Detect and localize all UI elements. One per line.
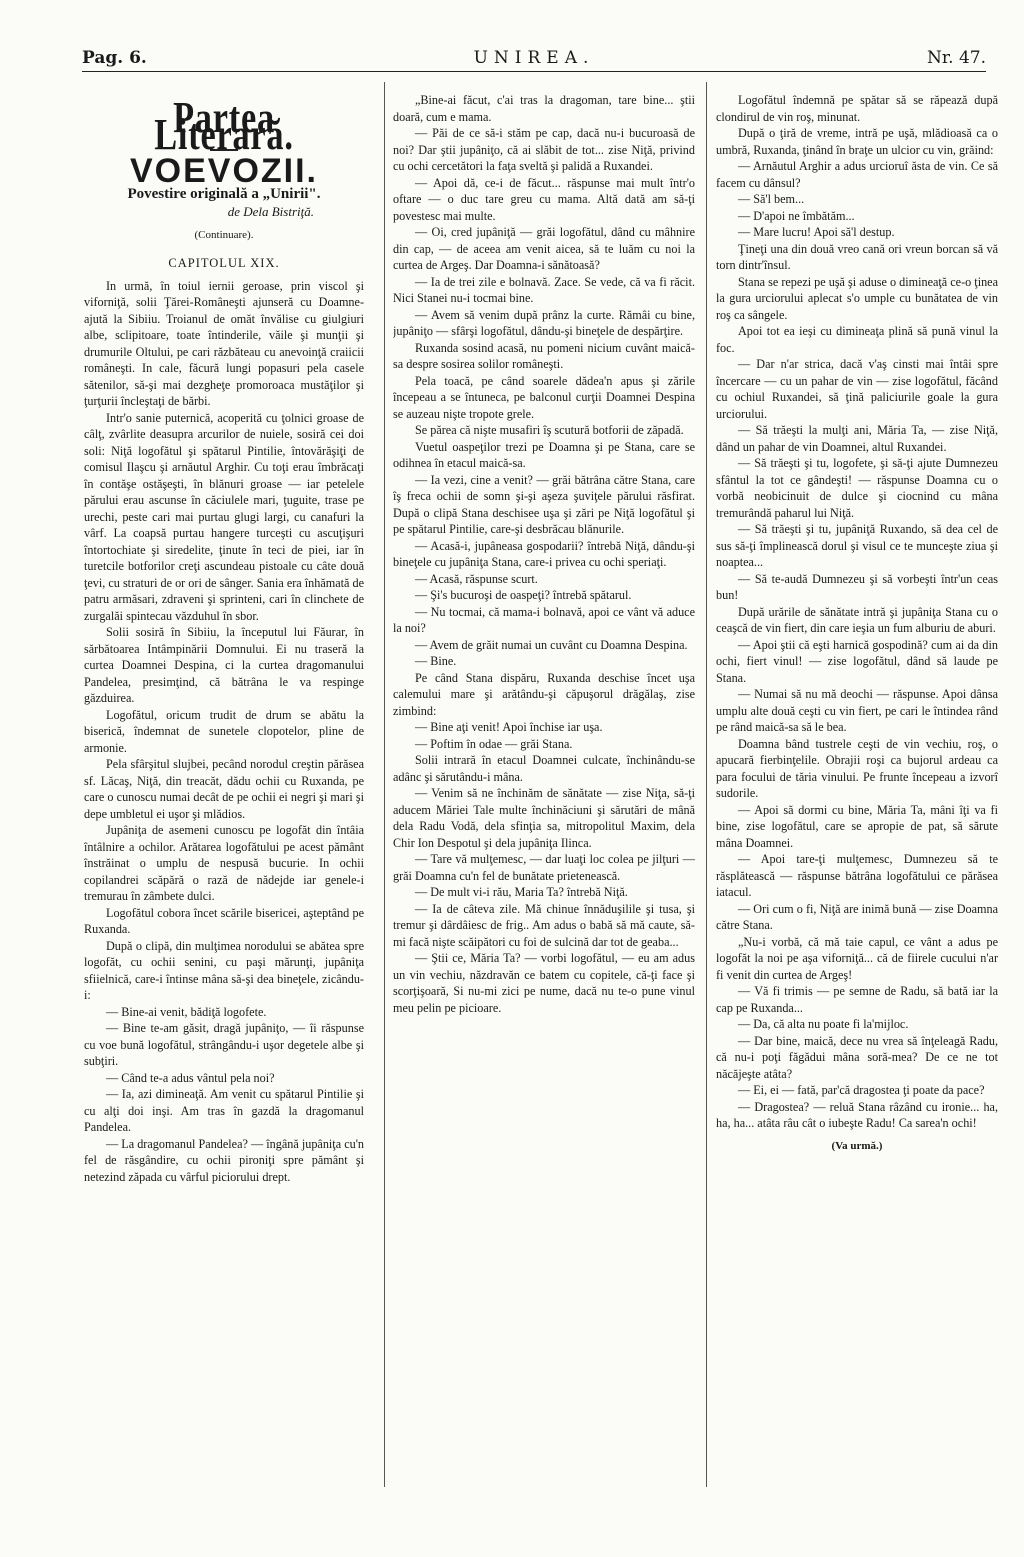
paragraph: Se părea că nişte musafiri îş scutură botforii de zăpadă. [415, 423, 684, 437]
paragraph: — Acasă-i, jupâneasa gospodarii? întrebă Niţă, dându-şi bineţele cu jupâniţa Stana, care-i privea cu ochi speriaţi. [393, 538, 695, 569]
story-author: de Dela Bistriţă. [227, 204, 314, 219]
paragraph: — Bine-ai venit, bădiţă logofete. [106, 1004, 267, 1019]
paragraph: — Bine aţi venit! Apoi închise iar uşa. [415, 720, 603, 734]
paragraph: — Avem să venim după prânz la curte. Rămâi cu bine, jupâniţo — sfârşi logofătul, dându-şi bineţele de despărţire. [393, 307, 695, 338]
paragraph: — Apoi dă, ce-i de făcut... răspunse mai mult într'o oftare — o duc tare greu cu mama. Altă dată am să-ţi povestesc mai multe. [393, 175, 695, 223]
paragraph: — Numai să nu mă deochi — răspunse. Apoi dânsa umplu alte două ceşti cu vin fiert, pe cari le întindea rând pe rând maică-sa să le bea. [716, 687, 998, 734]
paragraph: Logofătul îndemnă pe spătar să se răpează după clondirul de vin roş, minunat. [716, 93, 998, 124]
paragraph: — Ia, azi dimineaţă. Am venit cu spătarul Pintilie şi cu alţi doi inşi. Am tras în gazdă la dragomanul Pandelea. [84, 1087, 364, 1134]
paragraph: — Ori cum o fi, Niţă are inimă bună — zise Doamna către Stana. [716, 901, 998, 932]
paragraph: — Dragostea? — reluă Stana râzând cu ironie... ha, ha, ha... atâta râu cât o iubeşte Radu! Ca sarea'n ochi! [716, 1099, 998, 1130]
header-rule [82, 71, 986, 72]
paragraph: „Nu-i vorbă, că mă taie capul, ce vânt a adus pe logofăt la noi pe aşa viforniţă... că de fiirele cucului n'ar fi venit din curtea de Argeş! [716, 934, 998, 982]
paragraph: Pela toacă, pe când soarele dădea'n apus şi zările începeau a se întuneca, pe balconul curţii Doamnei Despina se auzeau nişte tropote grele. [393, 373, 695, 421]
column-1 [84, 92, 364, 1497]
page-number: Pag. 6. [82, 48, 147, 68]
continued-note: (Continuare). [194, 228, 254, 241]
paragraph: — Da, că alta nu poate fi la'mijloc. [738, 1017, 909, 1031]
paragraph: — Să te-audă Dumnezeu şi să vorbeşti într'un ceas bun! [716, 571, 998, 602]
paragraph: — Păi de ce să-i stăm pe cap, dacă nu-i bucuroasă de noi? Dar ştii jupâniţo, că ai slăbit de tot... zise Niţă, privind cu ochi cercetători la faţa sveltă şi palidă a Ruxandei. [393, 126, 695, 173]
paragraph: — Ei, ei — fată, par'că dragostea ţi poate da pace? [738, 1083, 985, 1097]
column-3-body [716, 92, 998, 1132]
paragraph: — Mare lucru! Apoi să'l destup. [738, 225, 895, 239]
section-heading: Partea Literară. [154, 93, 294, 159]
paragraph: — Venim să ne închinăm de sănătate — zise Niţa, să-ţi aducem Măriei Tale multe închinăciuni şi sărutări de mână dela Radu Vodă, dela sfinţia sa, mitropolitul Maxim, dela Chir Ion Despotul şi dela jupâniţa Ilinca. [393, 786, 695, 850]
paragraph: — Dar bine, maică, dece nu vrea să înţeleagă Radu, că nu-i poţi făgădui mâna soră-mea? De ce ne tot năcăjeşte atâta? [716, 1033, 998, 1081]
paragraph: Ţineţi una din două vreo cană ori vreun borcan să vă torn dintr'însul. [716, 241, 998, 272]
chapter-heading: CAPITOLUL XIX. [168, 256, 280, 270]
paragraph: — Tare vă mulţemesc, — dar luaţi loc colea pe jilţuri — grăi Doamna cu'n fel de bunătate prietenească. [393, 852, 695, 883]
paragraph: — Să trăeşti şi tu, logofete, şi să-ţi ajute Dumnezeu sfântul la tot ce gândeşti! — răspunse Doamna cu o vorbă neobicinuit de dulce şi ciocnind cu mâna tremurândă paharul lui Niţă. [716, 456, 998, 520]
paragraph: După o ţiră de vreme, intră pe uşă, mlădioasă ca o umbră, Ruxanda, ţinând în braţe un ulcior cu vin, grăind: [716, 126, 998, 157]
paragraph: — D'apoi ne îmbătăm... [738, 208, 855, 223]
paragraph: Vuetul oaspeţilor trezi pe Doamna şi pe Stana, care se odihnea în etacul maică-sa. [393, 439, 695, 470]
paragraph: — Ia de trei zile e bolnavă. Zace. Se vede, că va fi răcit. Nici Stanei nu-i tocmai bine. [393, 274, 695, 305]
column-2 [393, 92, 695, 1497]
paragraph: Pela sfârşitul slujbei, pecând norodul creştin părăsea sf. Lăcaş, Niţă, din treacăt, dădu ochii cu Ruxanda, pe care o cunoscu numai decât de pe ochii ei negri şi mari şi depe umbletul ei uşor şi mlădios. [84, 757, 364, 821]
paragraph: — Bine. [415, 654, 457, 668]
paragraph: — Apoi ştii că eşti harnică gospodină? cum ai da din ochi, fiert vinul! — zise logofătul, dând să laude pe Stana. [716, 637, 998, 685]
paragraph: — Vă fi trimis — pe semne de Radu, să bată iar la cap pe Ruxanda... [716, 984, 998, 1015]
paragraph: Stana se repezi pe uşă şi aduse o dimineaţă ce-o ţinea la gura urciorului aplecat s'o umple cu bunătatea de vin roş ca sângele. [716, 274, 998, 322]
paragraph: Jupâniţa de asemeni cunoscu pe logofăt din întâia întâlnire a ochilor. Arătarea logofătului pe acest pământ înstrăinat o umplu de nespusă bucurie. In ochii copilandrei scăpără o rază de nădejde iar genele-i tremurau în zâmbete dulci. [84, 823, 364, 903]
paragraph: Apoi tot ea ieşi cu dimineaţa plină să pună vinul la foc. [716, 324, 998, 355]
issue-number: Nr. 47. [927, 48, 986, 68]
paragraph: — Apoi tare-ţi mulţemesc, Dumnezeu să te răsplătească — răspunse bătrâna logofătului ce părăsea iatacul. [716, 852, 998, 899]
paragraph: — De mult vi-i rău, Maria Ta? întrebă Niţă. [415, 885, 628, 899]
paragraph: — Şi's bucuroşi de oaspeţi? întrebă spătarul. [415, 588, 632, 602]
paragraph: — Oi, cred jupâniţă — grăi logofătul, dând cu mâhnire din cap, — de aceea am venit aicea, să te luăm cu noi la curtea de Argeş. Dar Doamna-i sănătoasă? [393, 225, 695, 272]
newspaper-title: UNIREA. [473, 48, 595, 68]
paragraph: Logofătul cobora încet scările bisericei, aşteptând pe Ruxanda. [84, 905, 364, 936]
paragraph: — Arnăutul Arghir a adus urcioruî ăsta de vin. Ce să facem cu dânsul? [716, 159, 998, 190]
paragraph: După urările de sănătate intră şi jupâniţa Stana cu o ceaşcă de vin fiert, din care ieşia un fum alburiu de aburi. [716, 604, 998, 635]
paragraph: Pe când Stana dispăru, Ruxanda deschise încet uşa calemului mare şi arătându-şi căpuşorul drăgălaş, zise zimbind: [393, 670, 695, 718]
paragraph: Solii sosiră în Sibiiu, la începutul lui Făurar, în sărbătoarea Intâmpinării Domnului. Ei nu traseră la curtea Doamnei Despina, ci la curtea dragomanului Pandelea, presimţind, că bătrâna le va respinge găzduirea. [84, 625, 364, 705]
paragraph: — Ia de câteva zile. Mă chinue înnăduşilile şi tusa, şi tremur şi dârdâiesc de frig.. Am adus o babă să mă caute, să-mi facă nişte scăipători cu foi de sulcină dar tot de geaba... [393, 901, 695, 949]
paragraph: Solii intrară în etacul Doamnei culcate, închinându-se adânc şi sărutându-i mâna. [393, 753, 695, 784]
paragraph: — Să'l bem... [738, 192, 805, 206]
story-title: VOEVOZII. [129, 152, 319, 190]
paragraph: După o clipă, din mulţimea norodului se abătea spre logofăt, cu ochii senini, cu paşi mărunţi, jupâniţa sfiielnică, care-i întinse mâna să-şi dea bineţele, zicându-i: [84, 938, 364, 1002]
column-1-body [84, 278, 364, 1186]
paragraph: — Poftim în odae — grăi Stana. [415, 736, 573, 751]
paragraph: Logofătul, oricum trudit de drum se abătu la biserică, îndemnat de sunetele clopotelor, pline de armonie. [84, 707, 364, 755]
paragraph: Doamna bând tustrele ceşti de vin vechiu, roş, o apucară fierbinţelile. Obrajii roşi ca bujorul ardeau ca para focului de tăria vinului. Pe frunte începeau a izvorî sudorile. [716, 736, 998, 800]
paragraph: — Apoi să dormi cu bine, Măria Ta, mâni îţi va fi bine, zise logofătul, care se apropie de pat, să sărute mâna Doamnei. [716, 802, 998, 850]
paragraph: — Bine te-am găsit, dragă jupâniţo, — îi răspunse cu voe bună logofătul, strângându-i uşor degetele albe şi subţiri. [84, 1021, 364, 1068]
to-be-continued: (Va urmă.) [831, 1139, 883, 1152]
paragraph: — Să trăeşti la mulţi ani, Măria Ta, — zise Niţă, dând un pahar de vin Doamnei, altul Ruxandei. [716, 423, 998, 454]
paragraph: Intr'o sanie puternică, acoperită cu ţolnici groase de câlţ, zvârlite deasupra arcurilor de nuiele, sosiră cei doi soli: Niţă logofătul şi spătarul Pintilie, întovărăşiţi de comisul Ilaşcu şi arnăutul Arghir. Cu toţi erau îmbrăcaţi în contăşe ostăşeşti, în blănuri groase — iar petelele părului erau ascunse în căciulele mari, ţuguite, trase pe urechi, peste cari mai purtau glugi largi, cu canafuri la vârf. La coapsă purtau hangere turceşti cu ascuţişuri întortochiate şi siredelite, ţinute în teci de piei, iar în turetcile botforilor creţi ascundeau pistoale cu câte două ţevi, cu straturi de or ori de sânger. Sania era înhămată de patru armăsari, zdraveni şi sprinteni, cari în clinchete de zurgalăi spintecau văzduhul în sbor. [84, 410, 364, 623]
column-divider [706, 82, 707, 1487]
paragraph: — Acasă, răspunse scurt. [415, 571, 538, 586]
column-divider [384, 82, 385, 1487]
paragraph: „Bine-ai făcut, c'ai tras la dragoman, tare bine... ştii doară, cum e mama. [393, 93, 695, 124]
paragraph: — Dar n'ar strica, dacă v'aş cinsti mai întâi spre încercare — cu un pahar de vin — zise logofătul, făcând cu ochiul Ruxandei, să ţină paliciurile goale la gura urciorului. [716, 357, 998, 421]
column-3 [716, 92, 998, 1497]
paragraph: — Să trăeşti şi tu, jupâniţă Ruxando, să dea cel de sus să-ţi împlinească dorul şi visul ce te munceşte ziua şi noaptea... [716, 522, 998, 569]
paragraph: — Avem de grăit numai un cuvânt cu Doamna Despina. [415, 637, 688, 652]
paragraph: — Nu tocmai, că mama-i bolnavă, apoi ce vânt vă aduce la noi? [393, 604, 695, 635]
story-subtitle: Povestire originală a „Unirii". [127, 185, 321, 202]
column-2-body [393, 92, 695, 1016]
paragraph: In urmă, în toiul iernii geroase, prin viscol şi viforniţă, solii Ţărei-Româneşti ajunseră cu Doamne-ajută la Sibiiu. Troianul de omăt învălise cu giulgiuri albe, sclipitoare, toate întinderile, văile şi munţii şi drumurile Oltului, pe cari răzbăteau cu anevoinţă craiicii româneşti. In cale, făcură lungi popasuri pela casele sătenilor, să-şi mai dezgheţe promoroaca mustăţilor şi ţurţurii încleştaţi de bărbi. [84, 278, 364, 408]
paragraph: — La dragomanul Pandelea? — îngână jupâniţa cu'n fel de răsgândire, cu ochii pironiţi spre pământ şi netezind zăpada cu vârful piciorului drept. [84, 1136, 364, 1184]
paragraph: Ruxanda sosind acasă, nu pomeni nicium cuvânt maică-sa despre sosirea solilor româneşti. [393, 340, 695, 371]
paragraph: — Când te-a adus vântul pela noi? [106, 1070, 275, 1085]
page-header [82, 48, 986, 70]
paragraph: — Ştii ce, Măria Ta? — vorbi logofătul, — eu am adus un vin vechiu, năzdravăn ce batem cu copitele, că-ţi face şi scorţişoară, Si nu-mi zici pe nume, dacă nu te-o pune vinul meu pelin pe picioare. [393, 951, 695, 1015]
paragraph: — Ia vezi, cine a venit? — grăi bătrâna către Stana, care îş freca ochii de somn şi-şi aşeza şuviţele părului răsfirat. După o clipă Stana deschisee uşa şi zări pe Niţă logofătul şi pe spătarul Pintilie, care-şi desbrăcau blănurile. [393, 472, 695, 536]
